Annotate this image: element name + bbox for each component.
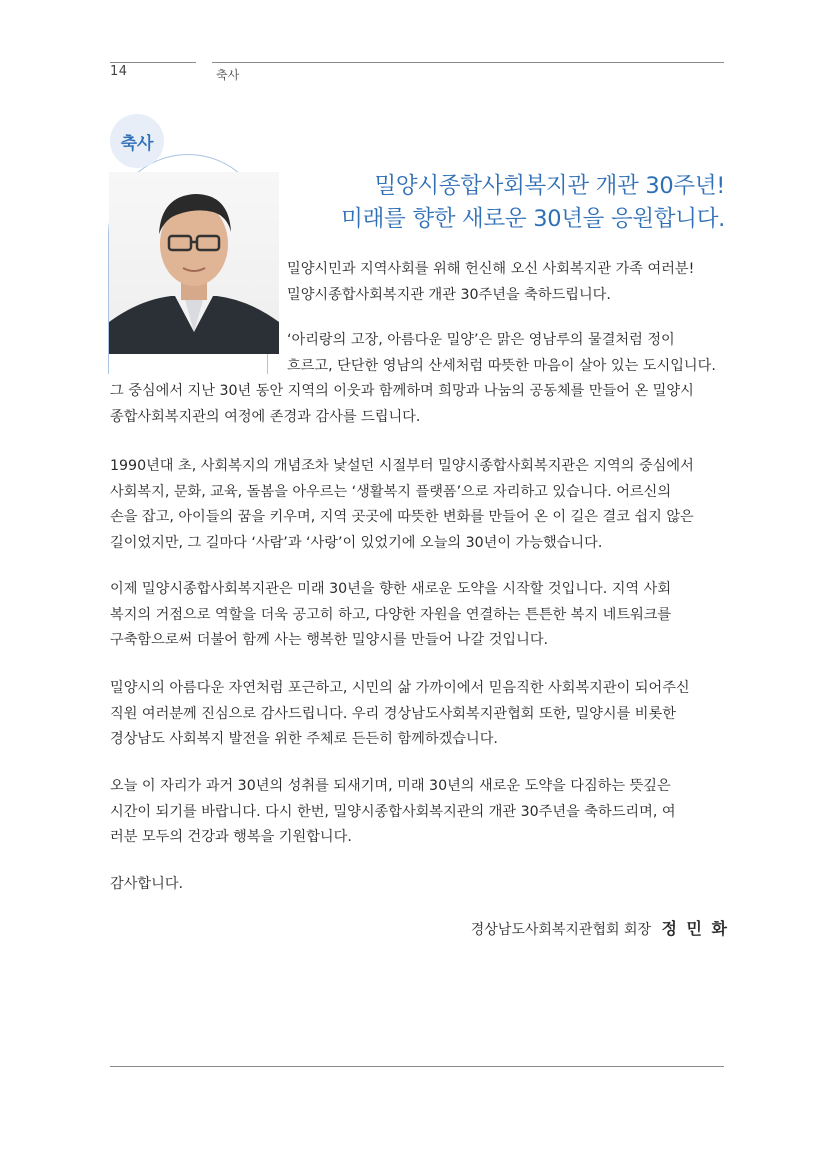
person-portrait-illustration — [109, 172, 279, 354]
paragraph-line: 길이었지만, 그 길마다 ‘사람’과 ‘사랑’이 있었기에 오늘의 30년이 가능했습니다. — [110, 534, 603, 551]
paragraph-line: 사회복지, 문화, 교육, 돌봄을 아우르는 ‘생활복지 플랫폼’으로 자리하고 있습니다. 어르신의 — [110, 483, 672, 500]
intro-paragraph — [287, 257, 730, 308]
paragraph-line: 시간이 되기를 바랍니다. 다시 한번, 밀양시종합사회복지관의 개관 30주년을 축하드리며, 여 — [110, 803, 676, 820]
paragraph-2 — [110, 454, 730, 556]
paragraph-1 — [110, 328, 735, 430]
paragraph-line: 오늘 이 자리가 과거 30년의 성취를 되새기며, 미래 30년의 새로운 도약을 다짐하는 뜻깊은 — [110, 778, 671, 794]
page-number: 14 — [110, 64, 128, 79]
paragraph-4 — [110, 676, 730, 753]
paragraph-line: 직원 여러분께 진심으로 감사드립니다. 우리 경상남도사회복지관협회 또한, 밀양시를 비롯한 — [110, 705, 676, 722]
paragraph-line: ‘아리랑의 고장, 아름다운 밀양’은 맑은 영남루의 물결처럼 정이 — [287, 332, 675, 348]
footer-rule — [110, 1066, 724, 1067]
intro-line: 밀양시종합사회복지관 개관 30주년을 축하드립니다. — [287, 286, 611, 303]
paragraph-line: 러분 모두의 건강과 행복을 기원합니다. — [110, 829, 352, 845]
paragraph-5 — [110, 774, 730, 851]
paragraph-line: 밀양시의 아름다운 자연처럼 포근하고, 시민의 삶 가까이에서 믿음직한 사회복지관이 되어주신 — [110, 680, 690, 696]
header-rule-right — [212, 62, 724, 63]
paragraph-line: 종합사회복지관의 여정에 존경과 감사를 드립니다. — [110, 408, 421, 425]
headline — [341, 170, 725, 236]
paragraph-line: 1990년대 초, 사회복지의 개념조차 낯설던 시절부터 밀양시종합사회복지관은 지역의 중심에서 — [110, 458, 694, 474]
paragraph-line: 구축함으로써 더불어 함께 사는 행복한 밀양시를 만들어 나갈 것입니다. — [110, 632, 549, 648]
signature-name: 정 민 화 — [661, 919, 729, 938]
headline-line-2: 미래를 향한 새로운 30년을 응원합니다. — [341, 206, 725, 232]
portrait-photo — [109, 172, 279, 354]
headline-line-1: 밀양시종합사회복지관 개관 30주년! — [374, 173, 725, 199]
paragraph-line: 이제 밀양시종합사회복지관은 미래 30년을 향한 새로운 도약을 시작할 것입니다. 지역 사회 — [110, 581, 672, 597]
paragraph-line: 복지의 거점으로 역할을 더욱 공고히 하고, 다양한 자원을 연결하는 튼튼한 복지 네트워크를 — [110, 606, 672, 623]
signature-title: 경상남도사회복지관협회 회장 — [470, 922, 652, 938]
section-badge: 축사 — [110, 114, 164, 168]
paragraph-3 — [110, 577, 730, 654]
paragraph-line: 경상남도 사회복지 발전을 위한 주체로 든든히 함께하겠습니다. — [110, 731, 498, 747]
intro-line: 밀양시민과 지역사회를 위해 헌신해 오신 사회복지관 가족 여러분! — [287, 261, 695, 277]
paragraph-line: 흐르고, 단단한 영남의 산세처럼 따뜻한 마음이 살아 있는 도시입니다. — [287, 357, 716, 374]
paragraph-line: 손을 잡고, 아이들의 꿈을 키우며, 지역 곳곳에 따뜻한 변화를 만들어 온 이 길은 결코 쉽지 않은 — [110, 509, 694, 525]
running-header: 축사 — [216, 68, 240, 82]
paragraph-line: 그 중심에서 지난 30년 동안 지역의 이웃과 함께하며 희망과 나눔의 공동체를 만들어 온 밀양시 — [110, 383, 694, 399]
header-rule-left — [110, 62, 196, 63]
closing-text: 감사합니다. — [110, 876, 184, 892]
signature — [471, 916, 729, 939]
